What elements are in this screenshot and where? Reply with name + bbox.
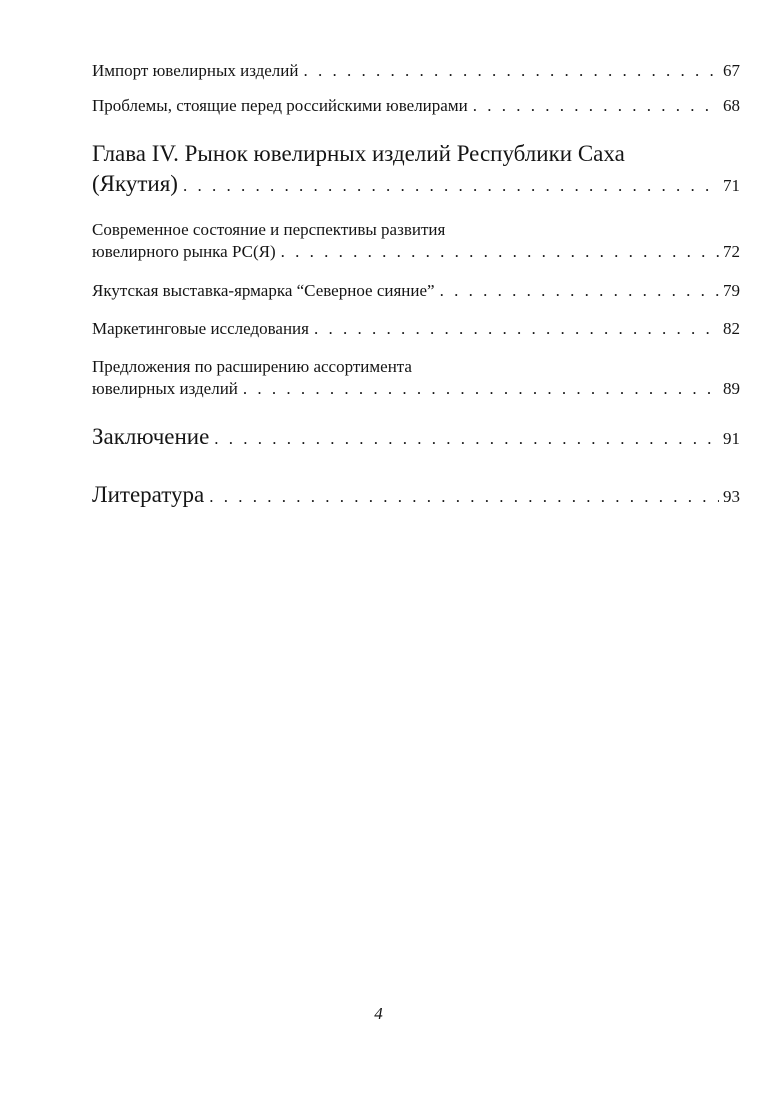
toc-leader-dots bbox=[304, 60, 720, 82]
toc-leader-dots bbox=[314, 318, 719, 340]
toc-entry-problems bbox=[92, 95, 740, 117]
toc-leader-dots bbox=[440, 280, 719, 302]
toc-leader-dots bbox=[473, 95, 719, 117]
toc-leader-dots bbox=[281, 241, 719, 263]
toc-entry-page: 68 bbox=[723, 96, 740, 115]
toc-entry-exhibition bbox=[92, 280, 740, 302]
toc-entry-current-state bbox=[92, 219, 740, 263]
toc-chapter-4 bbox=[92, 139, 740, 201]
toc-entry-page: 79 bbox=[723, 281, 740, 300]
toc-entry-marketing bbox=[92, 318, 740, 340]
toc-chapter-title-line2: (Якутия) bbox=[92, 171, 178, 196]
toc-entry-literature bbox=[92, 480, 740, 512]
toc-entry-conclusion bbox=[92, 422, 740, 454]
toc-entry-page: 89 bbox=[723, 379, 740, 398]
toc-leader-dots bbox=[243, 378, 719, 400]
toc-entry-import bbox=[92, 60, 740, 82]
toc-entry-page: 72 bbox=[723, 242, 740, 261]
toc-entry-page: 71 bbox=[723, 176, 740, 195]
toc-entry-title-line2: ювелирного рынка РС(Я) bbox=[92, 242, 276, 261]
toc-entry-title-line1: Современное состояние и перспективы развития bbox=[92, 220, 446, 239]
toc-entry-title: Якутская выставка-ярмарка “Северное сияние” bbox=[92, 281, 435, 300]
toc-entry-title-line1: Предложения по расширению ассортимента bbox=[92, 357, 412, 376]
toc-entry-title-line2: ювелирных изделий bbox=[92, 379, 238, 398]
toc-entry-title: Импорт ювелирных изделий bbox=[92, 61, 299, 80]
toc-entry-page: 93 bbox=[723, 487, 740, 506]
toc-entry-title: Маркетинговые исследования bbox=[92, 319, 309, 338]
toc-leader-dots bbox=[209, 482, 719, 512]
toc-entry-title: Заключение bbox=[92, 424, 210, 449]
toc-entry-title: Литература bbox=[92, 482, 205, 507]
toc-chapter-title-line1: Глава IV. Рынок ювелирных изделий Республики Саха bbox=[92, 141, 625, 166]
toc-entry-page: 82 bbox=[723, 319, 740, 338]
toc-leader-dots bbox=[214, 424, 719, 454]
table-of-contents bbox=[92, 60, 740, 512]
toc-entry-page: 91 bbox=[723, 429, 740, 448]
page-number: 4 bbox=[374, 1004, 383, 1023]
toc-entry-proposals bbox=[92, 356, 740, 400]
toc-entry-page: 67 bbox=[723, 61, 740, 80]
toc-entry-title: Проблемы, стоящие перед российскими ювелирами bbox=[92, 96, 468, 115]
toc-leader-dots bbox=[183, 171, 719, 201]
